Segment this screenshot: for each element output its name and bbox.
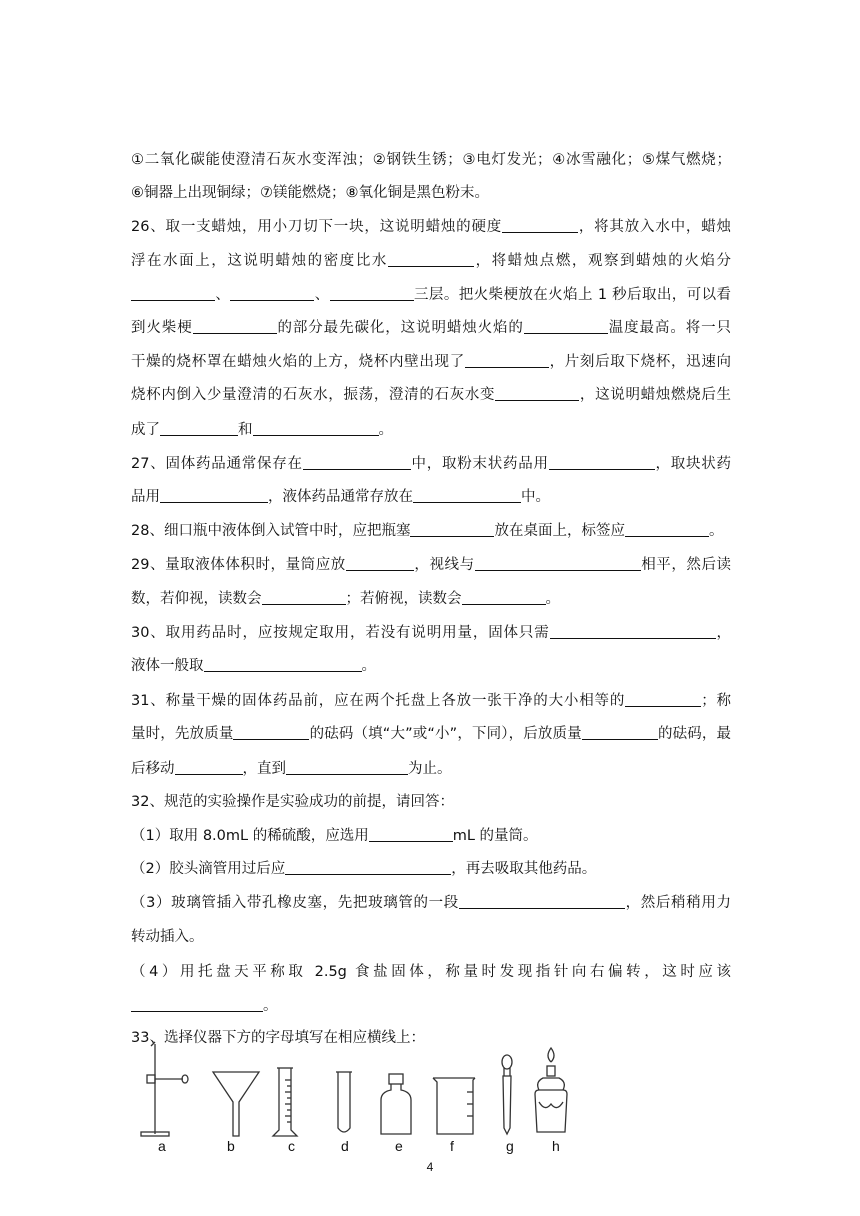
question-26-line-3 xyxy=(131,285,731,305)
question-29-line-2 xyxy=(131,589,731,609)
text-segment: 的部分最先碳化，这说明蜡烛火焰的 xyxy=(276,320,524,336)
text-segment: 数，若仰视，读数会 xyxy=(131,591,262,607)
answer-blank[interactable] xyxy=(204,657,362,672)
apparatus-label-f: f xyxy=(450,1138,454,1154)
text-segment: 中，取粉末状药品用 xyxy=(410,456,549,472)
answer-blank[interactable] xyxy=(303,455,411,470)
test-tube-icon xyxy=(336,1072,352,1132)
answer-blank[interactable] xyxy=(160,421,238,436)
reagent-bottle-icon xyxy=(381,1074,411,1134)
answer-blank[interactable] xyxy=(475,556,641,571)
answer-blank[interactable] xyxy=(502,218,578,233)
text-segment: 33、选择仪器下方的字母填写在相应横线上： xyxy=(131,1030,425,1046)
text-segment: ，视线与 xyxy=(413,557,475,573)
question-32-part-4-cont xyxy=(131,996,731,1016)
question-27-line-2 xyxy=(131,487,731,507)
text-segment: 中。 xyxy=(521,489,550,505)
text-segment: 三层。把火柴梗放在火焰上 1 秒后取出，可以看 xyxy=(413,287,731,303)
text-segment: ；称 xyxy=(701,693,732,709)
question-32-part-3 xyxy=(131,893,731,913)
funnel-icon xyxy=(213,1072,259,1136)
answer-blank[interactable] xyxy=(582,725,658,740)
text-segment: 32、规范的实验操作是实验成功的前提，请回答： xyxy=(131,794,454,810)
text-segment: 27、固体药品通常保存在 xyxy=(131,456,303,472)
text-segment: ， xyxy=(715,625,731,641)
question-31-line-3 xyxy=(131,759,731,779)
text-segment: ，片刻后取下烧杯，迅速向 xyxy=(548,354,732,370)
question-26-line-2 xyxy=(131,251,731,271)
text-segment: ，取块状药 xyxy=(654,456,732,472)
text-segment: 为止。 xyxy=(408,761,452,777)
text-segment: ⑥铜器上出现铜绿；⑦镁能燃烧；⑧氧化铜是黑色粉末。 xyxy=(131,185,489,201)
text-segment: ，这说明蜡烛燃烧后生 xyxy=(579,387,731,403)
question-26-line-1 xyxy=(131,217,731,237)
text-segment: （1）取用 8.0mL 的稀硫酸，应选用 xyxy=(131,828,369,844)
text-segment: （4）用托盘天平称取 2.5g 食盐固体，称量时发现指针向右偏转，这时应该 xyxy=(131,964,731,980)
text-segment: （2）胶头滴管用过后应 xyxy=(131,861,286,877)
apparatus-label-b: b xyxy=(227,1138,235,1154)
answer-blank[interactable] xyxy=(346,556,414,571)
question-26-line-7 xyxy=(131,420,731,440)
answer-blank[interactable] xyxy=(230,286,314,301)
text-line xyxy=(131,183,731,203)
answer-blank[interactable] xyxy=(369,827,453,842)
answer-blank[interactable] xyxy=(550,624,716,639)
text-segment: 温度最高。将一只 xyxy=(607,320,732,336)
answer-blank[interactable] xyxy=(160,488,268,503)
answer-blank[interactable] xyxy=(193,319,277,334)
text-segment: 、 xyxy=(215,287,231,303)
question-32-part-3-cont xyxy=(131,927,731,947)
apparatus-label-d: d xyxy=(341,1138,349,1154)
alcohol-lamp-icon xyxy=(535,1048,567,1132)
text-segment: 。 xyxy=(378,422,393,438)
answer-blank[interactable] xyxy=(253,421,379,436)
question-28-line-1 xyxy=(131,521,731,541)
text-line xyxy=(131,150,731,170)
text-segment: 30、取用药品时，应按规定取用，若没有说明用量，固体只需 xyxy=(131,625,550,641)
question-32-line-1 xyxy=(131,792,731,812)
question-26-line-4 xyxy=(131,318,731,338)
answer-blank[interactable] xyxy=(410,522,494,537)
text-segment: 烧杯内倒入少量澄清的石灰水，振荡，澄清的石灰水变 xyxy=(131,387,496,403)
answer-blank[interactable] xyxy=(330,286,414,301)
text-segment: 相平，然后读 xyxy=(640,557,732,573)
answer-blank[interactable] xyxy=(462,590,546,605)
graduated-cylinder-icon xyxy=(273,1068,297,1136)
answer-blank[interactable] xyxy=(131,997,263,1012)
text-segment: 液体一般取 xyxy=(131,658,204,674)
text-segment: 28、细口瓶中液体倒入试管中时，应把瓶塞 xyxy=(131,523,411,539)
question-31-line-2 xyxy=(131,724,731,744)
question-31-line-1 xyxy=(131,691,731,711)
text-segment: ，直到 xyxy=(242,761,286,777)
page-number: 4 xyxy=(426,1160,434,1174)
text-segment: 的砝码，最 xyxy=(657,726,732,742)
text-segment: 的砝码（填“大”或“小”，下同），后放质量 xyxy=(309,726,582,742)
text-segment: 浮在水面上，这说明蜡烛的密度比水 xyxy=(131,253,388,269)
answer-blank[interactable] xyxy=(286,760,408,775)
question-30-line-1 xyxy=(131,623,731,643)
question-26-line-6 xyxy=(131,385,731,405)
answer-blank[interactable] xyxy=(465,353,549,368)
text-segment: 。 xyxy=(263,998,278,1014)
text-segment: 和 xyxy=(238,422,253,438)
text-segment: 29、量取液体体积时，量筒应放 xyxy=(131,557,346,573)
answer-blank[interactable] xyxy=(495,386,579,401)
apparatus-label-h: h xyxy=(552,1138,560,1154)
answer-blank[interactable] xyxy=(233,725,309,740)
text-segment: 品用 xyxy=(131,489,160,505)
text-segment: ，液体药品通常存放在 xyxy=(268,489,413,505)
text-segment: 31、称量干燥的固体药品前，应在两个托盘上各放一张干净的大小相等的 xyxy=(131,693,626,709)
dropper-icon xyxy=(502,1055,512,1134)
apparatus-label-e: e xyxy=(395,1138,403,1154)
answer-blank[interactable] xyxy=(524,319,608,334)
question-32-part-2 xyxy=(131,859,731,879)
text-segment: 放在桌面上，标签应 xyxy=(494,523,625,539)
text-segment: 后移动 xyxy=(131,761,175,777)
answer-blank[interactable] xyxy=(549,455,655,470)
text-segment: ，然后稍稍用力 xyxy=(624,895,731,911)
answer-blank[interactable] xyxy=(625,522,709,537)
text-segment: ；若俯视，读数会 xyxy=(345,591,462,607)
question-32-part-4 xyxy=(131,962,731,982)
apparatus-figure xyxy=(131,1032,591,1152)
apparatus-label-a: a xyxy=(158,1138,166,1154)
answer-blank[interactable] xyxy=(175,760,243,775)
question-29-line-1 xyxy=(131,555,731,575)
text-segment: 26、取一支蜡烛，用小刀切下一块，这说明蜡烛的硬度 xyxy=(131,219,503,235)
apparatus-label-c: c xyxy=(288,1138,295,1154)
text-segment: 、 xyxy=(314,287,330,303)
iron-stand-icon xyxy=(141,1042,188,1136)
apparatus-label-g: g xyxy=(506,1138,514,1154)
text-segment: ，将其放入水中，蜡烛 xyxy=(578,219,732,235)
answer-blank[interactable] xyxy=(262,590,346,605)
text-segment: 。 xyxy=(545,591,560,607)
answer-blank[interactable] xyxy=(459,894,625,909)
answer-blank[interactable] xyxy=(413,488,521,503)
text-segment: 成了 xyxy=(131,422,160,438)
text-segment: （3）玻璃管插入带孔橡皮塞，先把玻璃管的一段 xyxy=(131,895,459,911)
text-segment: mL 的量筒。 xyxy=(452,828,538,844)
question-30-line-2 xyxy=(131,656,731,676)
answer-blank[interactable] xyxy=(388,252,474,267)
question-26-line-5 xyxy=(131,352,731,372)
question-27-line-1 xyxy=(131,454,731,474)
text-segment: 到火柴梗 xyxy=(131,320,193,336)
answer-blank[interactable] xyxy=(131,286,215,301)
answer-blank[interactable] xyxy=(625,692,701,707)
text-segment: 转动插入。 xyxy=(131,929,204,945)
text-segment: 量时，先放质量 xyxy=(131,726,234,742)
text-segment: 干燥的烧杯罩在蜡烛火焰的上方，烧杯内壁出现了 xyxy=(131,354,465,370)
text-segment: 。 xyxy=(361,658,376,674)
answer-blank[interactable] xyxy=(285,860,451,875)
text-segment: 。 xyxy=(708,523,724,539)
text-segment: ，再去吸取其他药品。 xyxy=(451,861,597,877)
text-segment: ①二氧化碳能使澄清石灰水变浑浊；②钢铁生锈；③电灯发光；④冰雪融化；⑤煤气燃烧； xyxy=(131,152,731,168)
question-32-part-1 xyxy=(131,826,731,846)
text-segment: ，将蜡烛点燃，观察到蜡烛的火焰分 xyxy=(474,253,731,269)
beaker-icon xyxy=(433,1078,475,1134)
